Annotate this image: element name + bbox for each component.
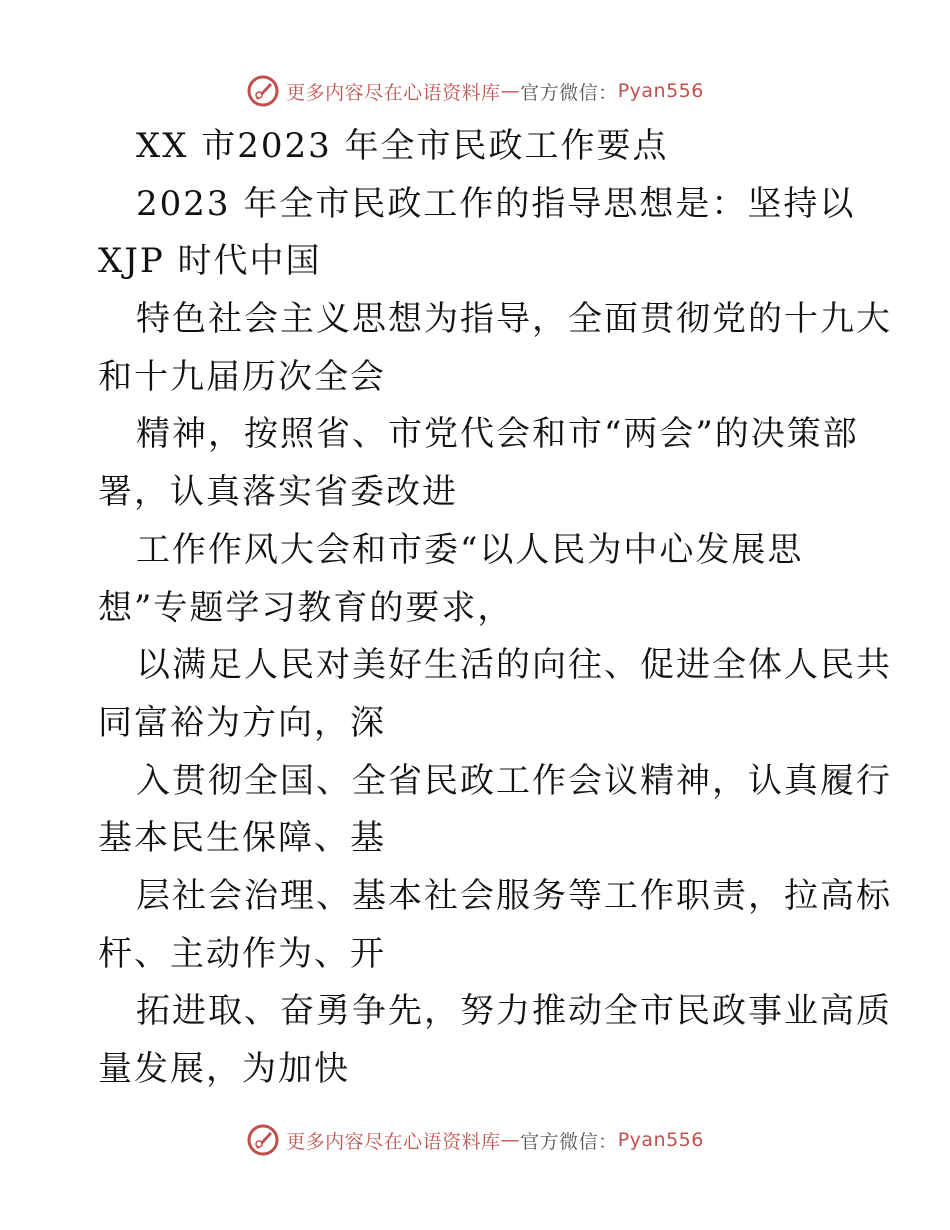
text-line: 层社会治理、基本社会服务等工作职责，拉高标 <box>136 875 892 916</box>
header-watermark <box>0 71 950 111</box>
text-line: XJP 时代中国 <box>98 241 322 282</box>
text-line: 拓进取、奋勇争先，努力推动全市民政事业高质 <box>136 991 892 1032</box>
footer-watermark <box>0 1120 950 1160</box>
document-body <box>98 118 892 1099</box>
text-line: 同富裕为方向，深 <box>98 702 386 743</box>
watermark-official-label: 官方微信： <box>520 1130 618 1153</box>
text-line: 特色社会主义思想为指导，全面贯彻党的十九大 <box>136 299 892 340</box>
text-line: 2023 年全市民政工作的指导思想是：坚持以 <box>136 183 856 224</box>
text-line: 署，认真落实省委改进 <box>98 472 458 513</box>
watermark-main-text: 更多内容尽在心语资料库 <box>286 1130 501 1153</box>
text-line: 入贯彻全国、全省民政工作会议精神，认真履行 <box>136 760 892 801</box>
document-title: XX 市2023 年全市民政工作要点 <box>136 126 669 166</box>
watermark-official-label: 官方微信： <box>520 81 618 104</box>
quill-pen-logo-icon <box>246 1123 280 1157</box>
text-line: 杆、主动作为、开 <box>98 933 386 974</box>
watermark-wechat-id: Pyan556 <box>617 80 704 102</box>
quill-pen-logo-icon <box>246 74 280 108</box>
watermark-wechat-id: Pyan556 <box>617 1129 704 1151</box>
watermark-dash: — <box>500 1129 521 1151</box>
text-line: 和十九届历次全会 <box>98 356 386 397</box>
text-line: 基本民生保障、基 <box>98 818 386 859</box>
watermark-dash: — <box>500 80 521 102</box>
text-line: 量发展，为加快 <box>98 1049 350 1089</box>
text-line: 以满足人民对美好生活的向往、促进全体人民共 <box>136 645 892 686</box>
text-line: 工作作风大会和市委“以人民为中心发展思 <box>136 529 804 570</box>
watermark-main-text: 更多内容尽在心语资料库 <box>286 81 501 104</box>
text-line: 精神，按照省、市党代会和市“两会”的决策部 <box>136 414 859 455</box>
text-line: 想”专题学习教育的要求， <box>98 587 514 628</box>
